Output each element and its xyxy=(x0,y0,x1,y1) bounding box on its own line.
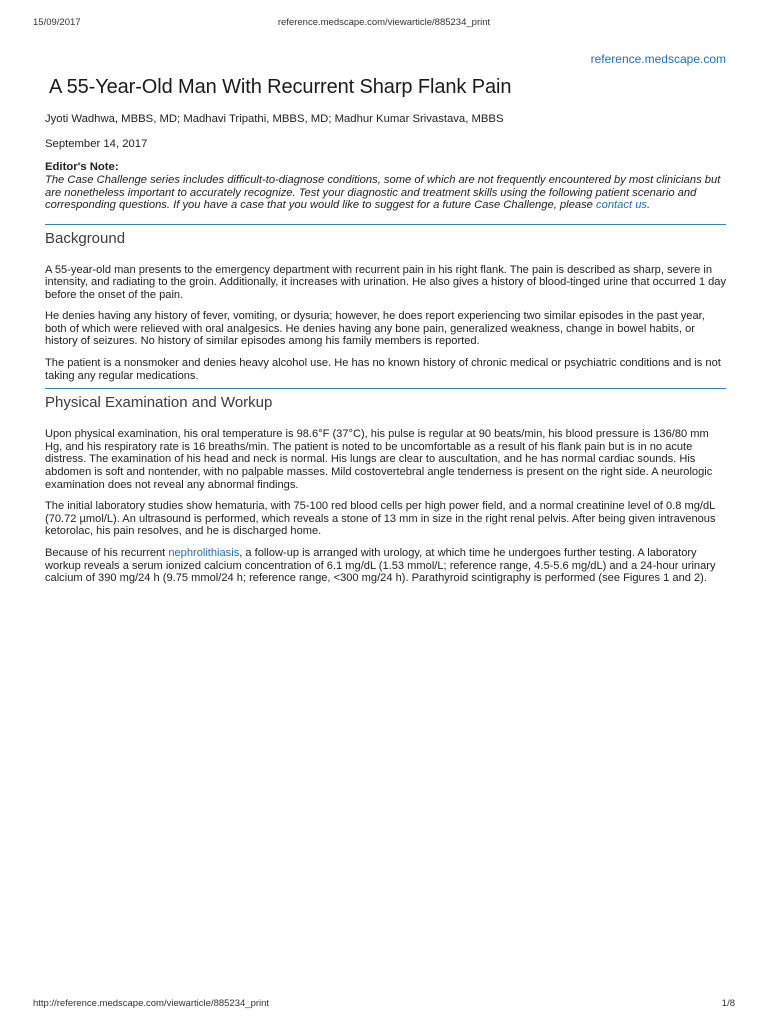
background-heading: Background xyxy=(45,229,126,247)
background-paragraph: The patient is a nonsmoker and denies heavy alcohol use. He has no known history of chronic medical or psychiatric conditions and is not taking any regular medications. xyxy=(45,357,721,382)
article-title: A 55-Year-Old Man With Recurrent Sharp Flank Pain xyxy=(49,76,512,98)
article-date: September 14, 2017 xyxy=(45,138,148,150)
exam-paragraph: The initial laboratory studies show hematuria, with 75-100 red blood cells per high power field, and a normal creatinine level of 0.8 mg/dL (70.72 µmol/L). An ultrasound is performed, which reveals a stone of 13 mm in size in the right renal pelvis. After being given intravenous ketorolac, his pain resolves, and he is discharged home. xyxy=(45,500,716,538)
exam-p3-before: Because of his recurrent xyxy=(45,547,169,559)
exam-paragraph: Upon physical examination, his oral temperature is 98.6°F (37°C), his pulse is regular at 90 beats/min, his blood pressure is 136/80 mm Hg, and his respiratory rate is 16 breaths/min. The patient is noted to be uncomfortable as a result of his flank pain but is in no acute distress. The examination of his head and neck is normal. His lungs are clear to auscultation, and he has normal cardiac sounds. His abdomen is soft and nontender, with no palpable masses. Mild costovertebral angle tenderness is present on the right side. A neurologic examination does not reveal any abnormal findings. xyxy=(45,428,713,491)
editor-note xyxy=(45,174,726,212)
print-header xyxy=(33,17,735,31)
page-number: 1/8 xyxy=(721,998,735,1009)
editor-note-text: The Case Challenge series includes difficult-to-diagnose conditions, some of which are not frequently encountered by most clinicians but are nonetheless important to accurately recognize. Test your diagnostic and treatment skills using the following patient scenario and corresponding questions. If you have a case that you would like to suggest for a future Case Challenge, please xyxy=(45,174,721,211)
footer-url: http://reference.medscape.com/viewarticle/885234_print xyxy=(33,998,270,1009)
print-date: 15/09/2017 xyxy=(33,17,81,28)
background-paragraph: He denies having any history of fever, vomiting, or dysuria; however, he does report experiencing two similar episodes in the past year, both of which were relieved with oral analgesics. He denies having any bone pain, generalized weakness, change in bowel habits, or history of seizures. No history of similar episodes among his family members is reported. xyxy=(45,310,705,348)
section-divider xyxy=(45,224,726,225)
editor-note-end: . xyxy=(647,199,651,211)
print-url: reference.medscape.com/viewarticle/885234_print xyxy=(277,17,491,28)
print-footer xyxy=(33,998,735,1012)
editor-note-title: Editor's Note: xyxy=(45,161,119,173)
article-authors: Jyoti Wadhwa, MBBS, MD; Madhavi Tripathi, MBBS, MD; Madhur Kumar Srivastava, MBBS xyxy=(45,113,504,125)
background-paragraph: A 55-year-old man presents to the emergency department with recurrent pain in his right flank. The pain is described as sharp, severe in intensity, and radiating to the groin. Additionally, it increases with urination. He also gives a history of blood-tinged urine that occurred 1 day before the onset of the pain. xyxy=(45,263,727,301)
section-divider xyxy=(45,388,726,389)
nephrolithiasis-link[interactable]: nephrolithiasis xyxy=(168,547,240,559)
contact-us-link[interactable]: contact us xyxy=(596,199,648,211)
article xyxy=(45,74,726,585)
exam-paragraph xyxy=(45,547,726,585)
exam-heading: Physical Examination and Workup xyxy=(45,394,273,412)
exam-p3-after: , a follow-up is arranged with urology, at which time he undergoes further testing. A laboratory workup reveals a serum ionized calcium concentration of 6.1 mg/dL (1.53 mmol/L; reference range, 4.5-5.6 mg/dL) and a 24-hour urinary calcium of 390 mg/24 h (9.75 mmol/24 h; reference range, <300 mg/24 h). Parathyroid scintigraphy is performed (see Figures 1 and 2). xyxy=(45,547,716,585)
site-link[interactable]: reference.medscape.com xyxy=(590,52,726,66)
